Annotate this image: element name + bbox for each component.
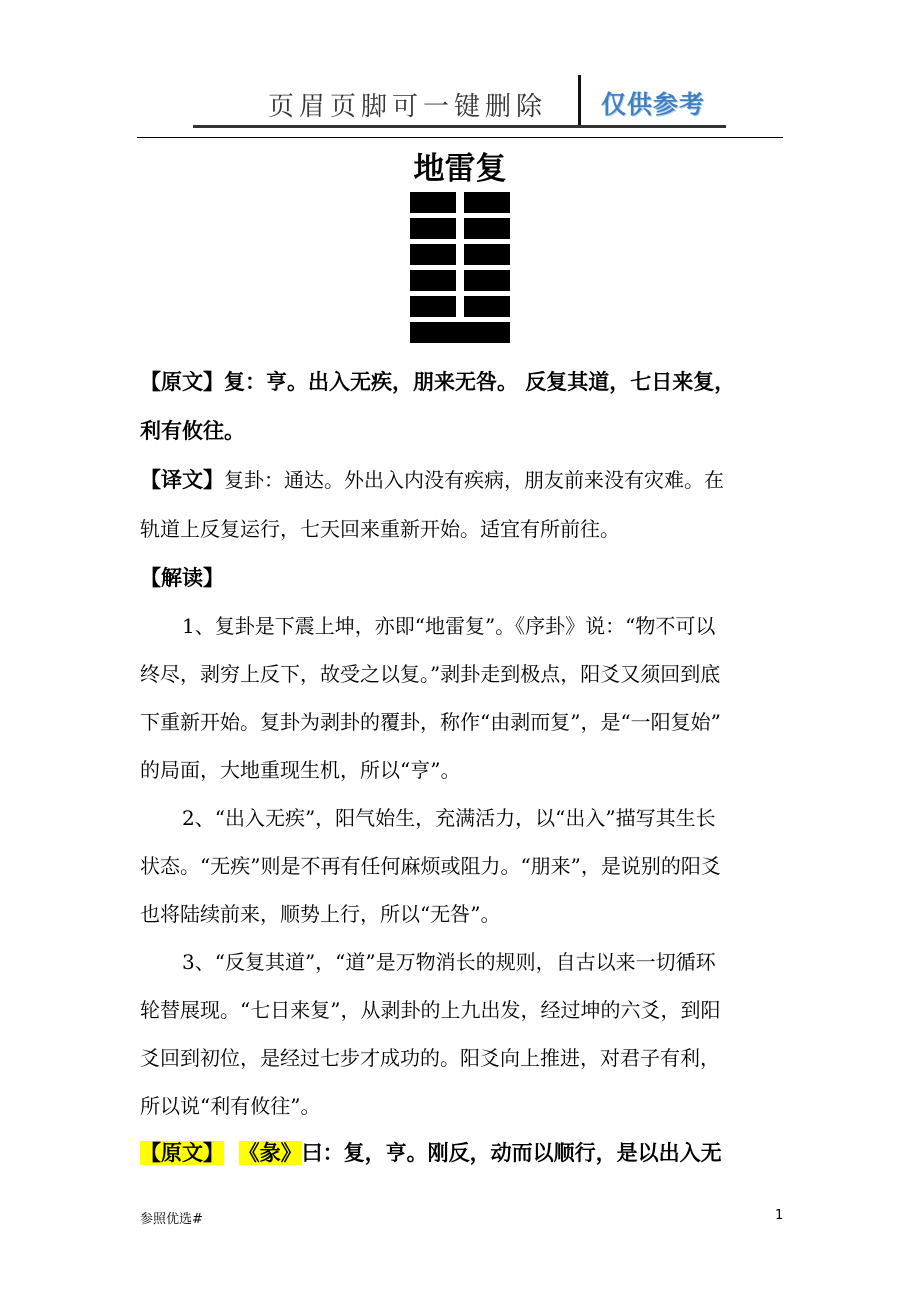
page-number: 1: [775, 1208, 784, 1223]
jiedu-line: 状态。“无疾”则是不再有任何麻烦或阻力。“朋来”，是说别的阳爻: [140, 854, 721, 878]
yiwen-label: 【译文】: [140, 468, 224, 492]
yiwen-text-1: 复卦：通达。外出入内没有疾病，朋友前来没有灾难。在: [224, 468, 724, 492]
header-rule: [137, 137, 783, 138]
header-divider: [578, 75, 581, 126]
yin-line: [410, 192, 510, 213]
yin-line: [410, 270, 510, 291]
jiedu-line: 1、复卦是下震上坤，亦即“地雷复”。《序卦》说：“物不可以: [182, 614, 716, 638]
jiedu-line: 2、“出入无疾”，阳气始生，充满活力，以“出入”描写其生长: [182, 806, 716, 830]
xiang-title: 《彖》: [238, 1141, 302, 1165]
footer-text: 参照优选#: [140, 1212, 203, 1227]
yuanwen-line-1: [140, 366, 790, 396]
jiedu-line: 也将陆续前来，顺势上行，所以“无咎”。: [140, 902, 501, 926]
header-tag: 仅供参考: [601, 90, 706, 119]
yin-line: [410, 296, 510, 317]
yuanwen2-text: 曰：复，亨。刚反，动而以顺行，是以出入无: [301, 1141, 722, 1165]
jiedu-line: 所以说“利有攸往”。: [140, 1094, 321, 1118]
yuanwen2-label: 【原文】: [140, 1141, 224, 1165]
yuanwen-line-2: 利有攸往。: [140, 419, 245, 443]
header-text: 页眉页脚可一键删除: [268, 92, 548, 122]
yuanwen-text-1: 复：亨。出入无疾，朋来无咎。 反复其道，七日来复，: [224, 370, 736, 394]
jiedu-line: 3、“反复其道”，“道”是万物消长的规则，自古以来一切循环: [182, 950, 716, 974]
header-underline: [193, 125, 726, 128]
yang-line: [410, 322, 510, 343]
page-title: 地雷复: [413, 151, 507, 187]
jiedu-line: 爻回到初位，是经过七步才成功的。阳爻向上推进，对君子有利，: [140, 1046, 720, 1070]
yuanwen2-line: [140, 1137, 790, 1167]
jiedu-line: 轮替展现。“七日来复”，从剥卦的上九出发，经过坤的六爻，到阳: [140, 998, 721, 1022]
yiwen-line-1: [140, 464, 790, 494]
jiedu-line: 下重新开始。复卦为剥卦的覆卦，称作“由剥而复”，是“一阳复始”: [140, 710, 721, 734]
yuanwen-label: 【原文】: [140, 370, 224, 394]
yin-line: [410, 218, 510, 239]
yin-line: [410, 244, 510, 265]
jiedu-label: 【解读】: [140, 566, 224, 590]
jiedu-line: 的局面，大地重现生机，所以“亨”。: [140, 758, 461, 782]
yiwen-line-2: 轨道上反复运行，七天回来重新开始。适宜有所前往。: [140, 517, 620, 541]
jiedu-line: 终尽，剥穷上反下，故受之以复。”剥卦走到极点，阳爻又须回到底: [140, 662, 721, 686]
